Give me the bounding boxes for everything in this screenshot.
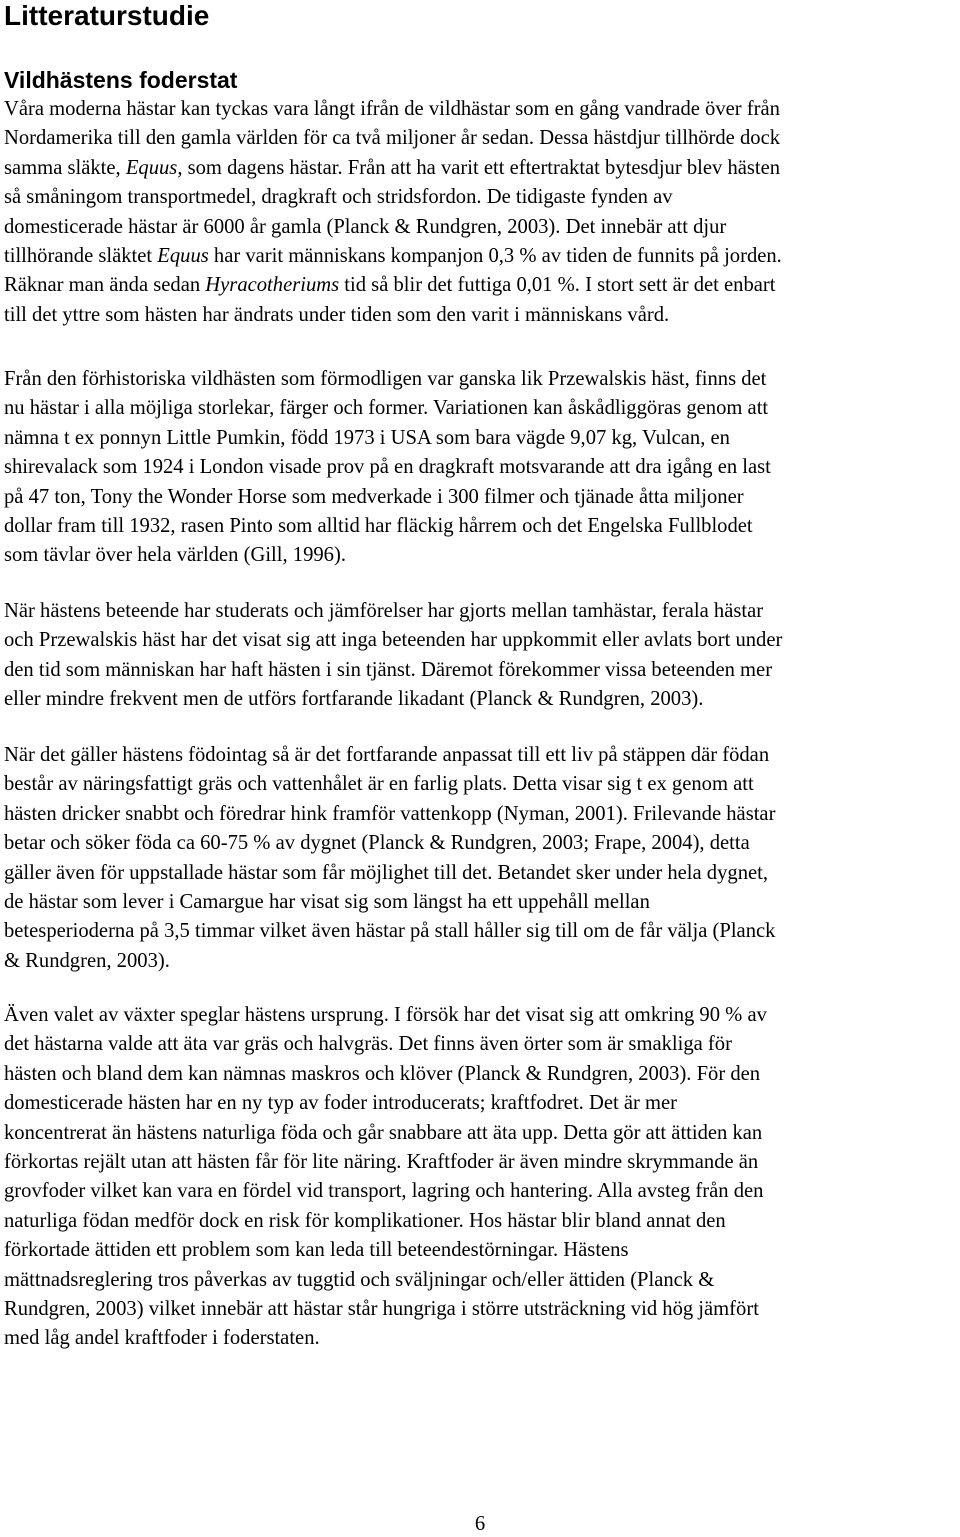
italic-term: Equus xyxy=(157,245,209,268)
text-run: nämna t ex ponnyn Little Pumkin, född 1973 i USA som bara vägde 9,07 kg, Vulcan, en xyxy=(4,426,730,449)
text-line xyxy=(4,1177,956,1206)
text-run: hästen dricker snabbt och föredrar hink framför vattenkopp (Nyman, 2001). Frilevande hästar xyxy=(4,802,776,825)
text-line xyxy=(4,626,956,655)
text-line xyxy=(4,829,956,858)
text-run: de hästar som lever i Camargue har visat sig som längst ha ett uppehåll mellan xyxy=(4,891,650,914)
text-run: Våra moderna hästar kan tyckas vara långt ifrån de vildhästar som en gång vandrade över från xyxy=(4,98,780,120)
body-paragraph xyxy=(4,365,956,571)
text-line xyxy=(4,213,956,242)
text-run: så småningom transportmedel, dragkraft och stridsfordon. De tidigaste fynden av xyxy=(4,186,673,209)
text-line xyxy=(4,453,956,482)
page-title: Litteraturstudie xyxy=(4,0,210,31)
text-line xyxy=(4,1236,956,1265)
text-line xyxy=(4,800,956,829)
text-run: till det yttre som hästen har ändrats under tiden som den varit i människans vård. xyxy=(4,303,670,326)
text-line xyxy=(4,365,956,394)
body-paragraph xyxy=(4,741,956,976)
text-run: består av näringsfattigt gräs och vattenhålet är en farlig plats. Detta visar sig t ex genom att xyxy=(4,773,754,796)
text-line xyxy=(4,1207,956,1236)
text-line xyxy=(4,483,956,512)
text-run: När hästens beteende har studerats och jämförelser har gjorts mellan tamhästar, ferala hästar xyxy=(4,600,764,622)
text-run: naturliga födan medför dock en risk för komplikationer. Hos hästar blir bland annat den xyxy=(4,1209,726,1232)
text-line xyxy=(4,154,956,183)
text-run: , som dagens hästar. Från att ha varit ett eftertraktat bytesdjur blev hästen xyxy=(177,156,781,179)
text-run: & Rundgren, 2003). xyxy=(4,949,170,972)
text-run: på 47 ton, Tony the Wonder Horse som medverkade i 300 filmer och tjänade åtta miljoner xyxy=(4,485,744,508)
text-line xyxy=(4,1060,956,1089)
text-line xyxy=(4,1266,956,1295)
text-run: grovfoder vilket kan vara en fördel vid transport, lagring och hantering. Alla avsteg från den xyxy=(4,1180,764,1203)
text-line xyxy=(4,124,956,153)
text-line xyxy=(4,1148,956,1177)
text-run: Rundgren, 2003) vilket innebär att hästar står hungriga i större utsträckning vid hög jämfört xyxy=(4,1298,759,1321)
text-line xyxy=(4,741,956,770)
text-line xyxy=(4,685,956,714)
text-run: mättnadsreglering tros påverkas av tuggtid och sväljningar och/eller ättiden (Planck & xyxy=(4,1268,715,1291)
text-run: domesticerade hästar är 6000 år gamla (Planck & Rundgren, 2003). Det innebär att djur xyxy=(4,215,727,238)
text-line xyxy=(4,1324,956,1353)
italic-term: Equus xyxy=(125,156,178,179)
section-heading: Vildhästens foderstat xyxy=(4,67,238,93)
text-run: med låg andel kraftfoder i foderstaten. xyxy=(4,1327,320,1350)
text-line xyxy=(4,888,956,917)
text-line xyxy=(4,271,956,300)
text-run: förkortas rejält utan att hästen får för lite näring. Kraftfoder är även mindre skrymmande än xyxy=(4,1151,759,1174)
text-line xyxy=(4,597,956,626)
text-run: betar och söker föda ca 60-75 % av dygnet (Planck & Rundgren, 2003; Frape, 2004), detta xyxy=(4,832,750,855)
text-run: Räknar man ända sedan xyxy=(4,274,206,297)
text-run: hästen och bland dem kan nämnas maskros och klöver (Planck & Rundgren, 2003). För den xyxy=(4,1062,761,1085)
text-line xyxy=(4,394,956,423)
text-run: tillhörande släktet xyxy=(4,245,158,268)
text-line xyxy=(4,917,956,946)
text-run: Även valet av växter speglar hästens ursprung. I försök har det visat sig att omkring 90 % av xyxy=(4,1004,767,1026)
body-paragraph xyxy=(4,597,956,715)
text-run: tid så blir det futtiga 0,01 %. I stort sett är det enbart xyxy=(339,274,776,297)
text-line xyxy=(4,770,956,799)
text-run: domesticerade hästen har en ny typ av foder introducerats; kraftfodret. Det är mer xyxy=(4,1092,678,1115)
text-run: och Przewalskis häst har det visat sig att inga beteenden har uppkommit eller avlats bort under xyxy=(4,629,783,652)
text-line xyxy=(4,301,956,330)
text-run: koncentrerat än hästens naturliga föda och går snabbare att äta upp. Detta gör att ättiden kan xyxy=(4,1121,763,1144)
text-run: eller mindre frekvent men de utförs fortfarande likadant (Planck & Rundgren, 2003). xyxy=(4,688,704,711)
text-line xyxy=(4,183,956,212)
page-number: 6 xyxy=(474,1513,486,1535)
text-line xyxy=(4,242,956,271)
text-line xyxy=(4,947,956,976)
text-line xyxy=(4,95,956,124)
text-run: Nordamerika till den gamla världen för ca två miljoner år sedan. Dessa hästdjur tillhörde dock xyxy=(4,127,781,150)
text-run: nu hästar i alla möjliga storlekar, färger och former. Variationen kan åskådliggöras genom att xyxy=(4,397,769,420)
text-line xyxy=(4,512,956,541)
text-line xyxy=(4,541,956,570)
text-run: som tävlar över hela världen (Gill, 1996). xyxy=(4,544,346,567)
text-run: har varit människans kompanjon 0,3 % av tiden de funnits på jorden. xyxy=(208,245,782,268)
text-run: betesperioderna på 3,5 timmar vilket även hästar på stall håller sig till om de får välja (Planck xyxy=(4,920,776,943)
text-run: förkortade ättiden ett problem som kan leda till beteendestörningar. Hästens xyxy=(4,1239,629,1262)
text-run: samma släkte, xyxy=(4,156,126,179)
text-line xyxy=(4,424,956,453)
text-line xyxy=(4,1119,956,1148)
text-run: När det gäller hästens födointag så är det fortfarande anpassat till ett liv på stäppen där födan xyxy=(4,744,770,766)
text-line xyxy=(4,859,956,888)
text-run: det hästarna valde att äta var gräs och halvgräs. Det finns även örter som är smakliga för xyxy=(4,1033,732,1056)
body-paragraph xyxy=(4,1001,956,1354)
text-run: shirevalack som 1924 i London visade prov på en dragkraft motsvarande att dra igång en last xyxy=(4,456,771,479)
text-line xyxy=(4,1295,956,1324)
text-run: gäller även för uppstallade hästar som får möjlighet till det. Betandet sker under hela dygnet, xyxy=(4,861,769,884)
text-line xyxy=(4,1030,956,1059)
text-line xyxy=(4,1089,956,1118)
text-run: dollar fram till 1932, rasen Pinto som alltid har fläckig hårrem och det Engelska Fullblodet xyxy=(4,515,753,538)
italic-term: Hyracotheriums xyxy=(205,274,340,297)
body-paragraph xyxy=(4,95,956,330)
text-line xyxy=(4,656,956,685)
text-run: den tid som människan har haft hästen i sin tjänst. Däremot förekommer vissa beteenden mer xyxy=(4,658,773,681)
text-run: Från den förhistoriska vildhästen som förmodligen var ganska lik Przewalskis häst, finns det xyxy=(4,368,767,390)
text-line xyxy=(4,1001,956,1030)
